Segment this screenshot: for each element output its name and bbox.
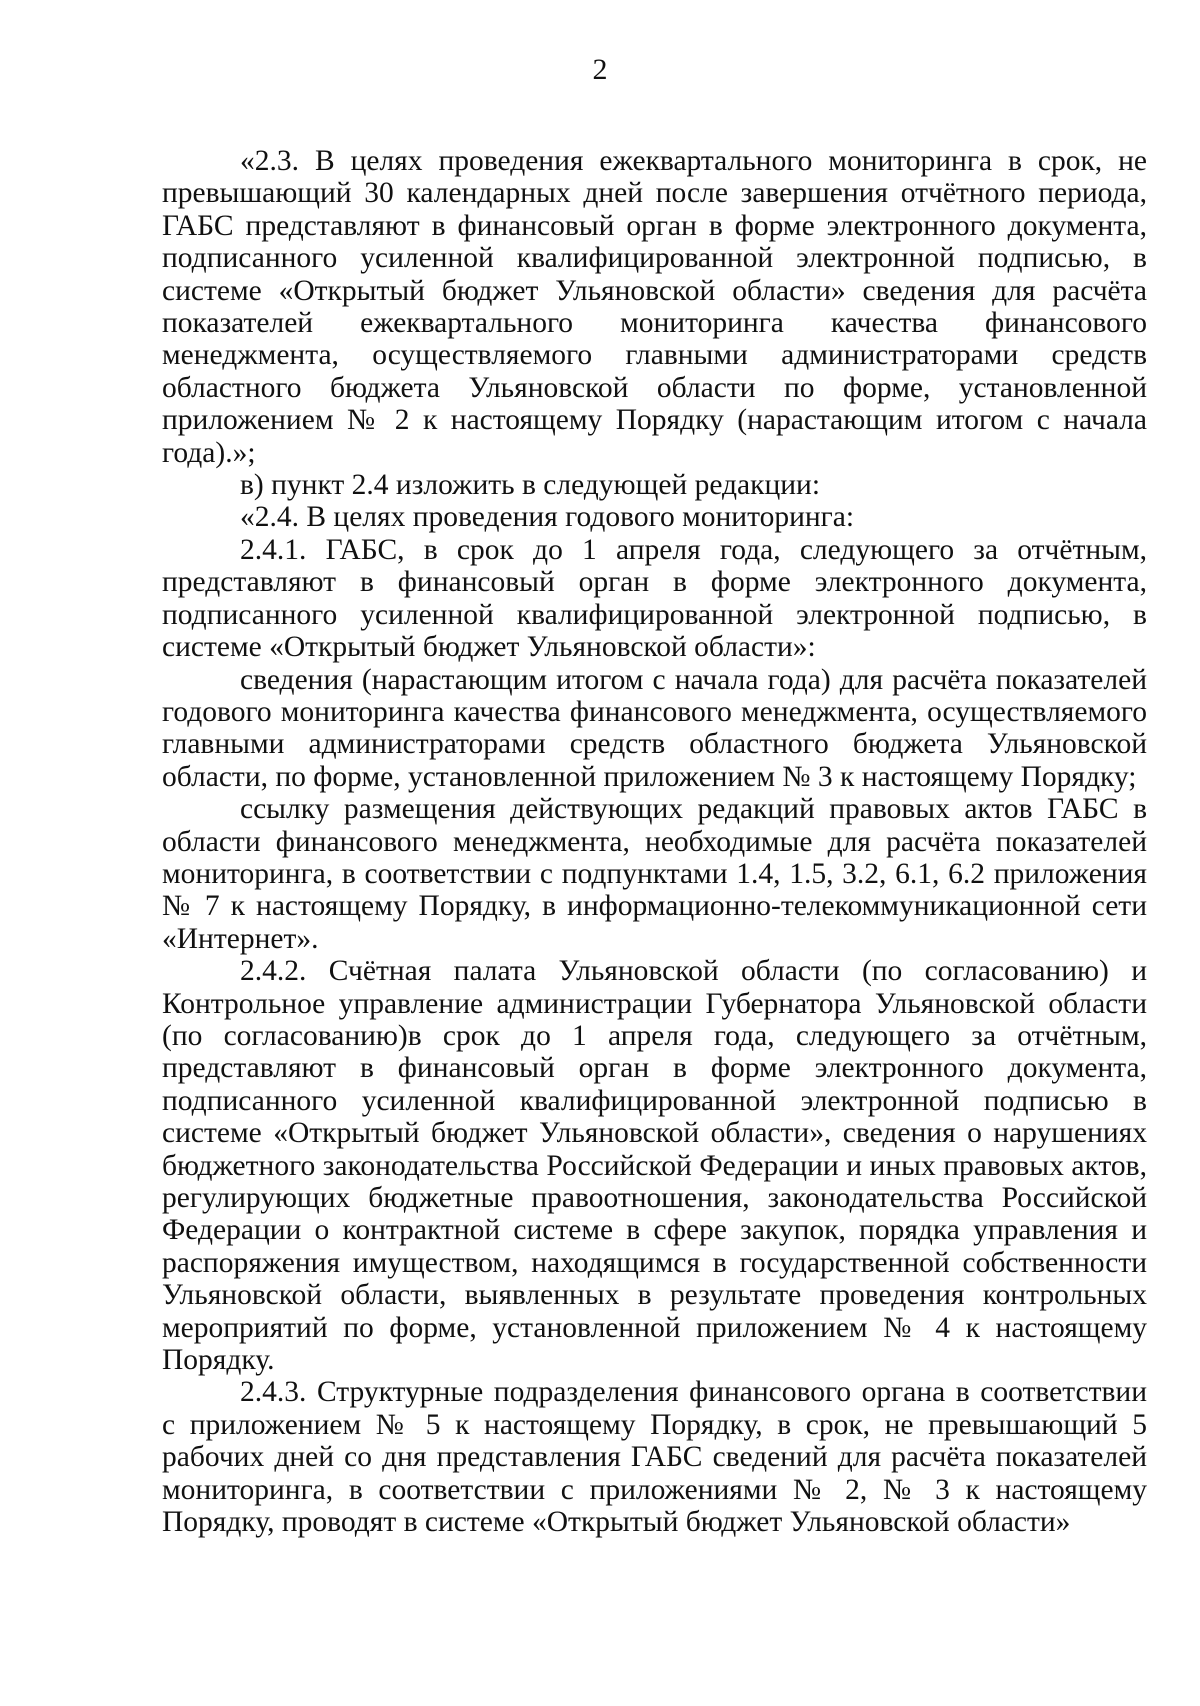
paragraph-ssylku: ссылку размещения действующих редакций правовых актов ГАБС в области финансового менеджмента, необходимые для расчёта показателей мониторинга, в соответствии с подпунктами 1.4, 1.5, 3.2, 6.1, 6.2 приложения № 7 к настоящему Порядку, в информационно-телекоммуникационной сети «Интернет».: [162, 793, 1147, 955]
paragraph-item-v: в) пункт 2.4 изложить в следующей редакции:: [240, 469, 821, 502]
paragraph-2-4-2: 2.4.2. Счётная палата Ульяновской области (по согласованию) и Контрольное управление администрации Губернатора Ульяновской области (по согласованию)в срок до 1 апреля года, следующего за отчётным, представляют в финансовый орган в форме электронного документа, подписанного усиленной квалифицированной электронной подписью в системе «Открытый бюджет Ульяновской области», сведения о нарушениях бюджетного законодательства Российской Федерации и иных правовых актов, регулирующих бюджетные правоотношения, законодательства Российской Федерации о контрактной системе в сфере закупок, порядка управления и распоряжения имуществом, находящимся в государственной собственности Ульяновской области, выявленных в результате проведения контрольных мероприятий по форме, установленной приложением № 4 к настоящему Порядку.: [162, 955, 1147, 1377]
paragraph-2-4: «2.4. В целях проведения годового мониторинга:: [240, 501, 855, 534]
paragraph-2-3: «2.3. В целях проведения ежеквартального мониторинга в срок, не превышающий 30 календарных дней после завершения отчётного периода, ГАБС представляют в финансовый орган в форме электронного документа, подписанного усиленной квалифицированной электронной подписью, в системе «Открытый бюджет Ульяновской области» сведения для расчёта показателей ежеквартального мониторинга качества финансового менеджмента, осуществляемого главными администраторами средств областного бюджета Ульяновской области по форме, установленной приложением № 2 к настоящему Порядку (нарастающим итогом с начала года).»;: [162, 145, 1147, 469]
document-body: [162, 145, 1147, 1538]
paragraph-2-4-1: 2.4.1. ГАБС, в срок до 1 апреля года, следующего за отчётным, представляют в финансовый орган в форме электронного документа, подписанного усиленной квалифицированной электронной подписью, в системе «Открытый бюджет Ульяновской области»:: [162, 533, 1147, 664]
page-number: 2: [592, 53, 608, 86]
paragraph-2-4-3: 2.4.3. Структурные подразделения финансового органа в соответствии с приложением № 5 к настоящему Порядку, в срок, не превышающий 5 рабочих дней со дня представления ГАБС сведений для расчёта показателей мониторинга, в соответствии с приложениями № 2, № 3 к настоящему Порядку, проводят в системе «Открытый бюджет Ульяновской области»: [162, 1376, 1147, 1539]
paragraph-svedeniya: сведения (нарастающим итогом с начала года) для расчёта показателей годового мониторинга качества финансового менеджмента, осуществляемого главными администраторами средств областного бюджета Ульяновской области, по форме, установленной приложением № 3 к настоящему Порядку;: [162, 663, 1147, 793]
